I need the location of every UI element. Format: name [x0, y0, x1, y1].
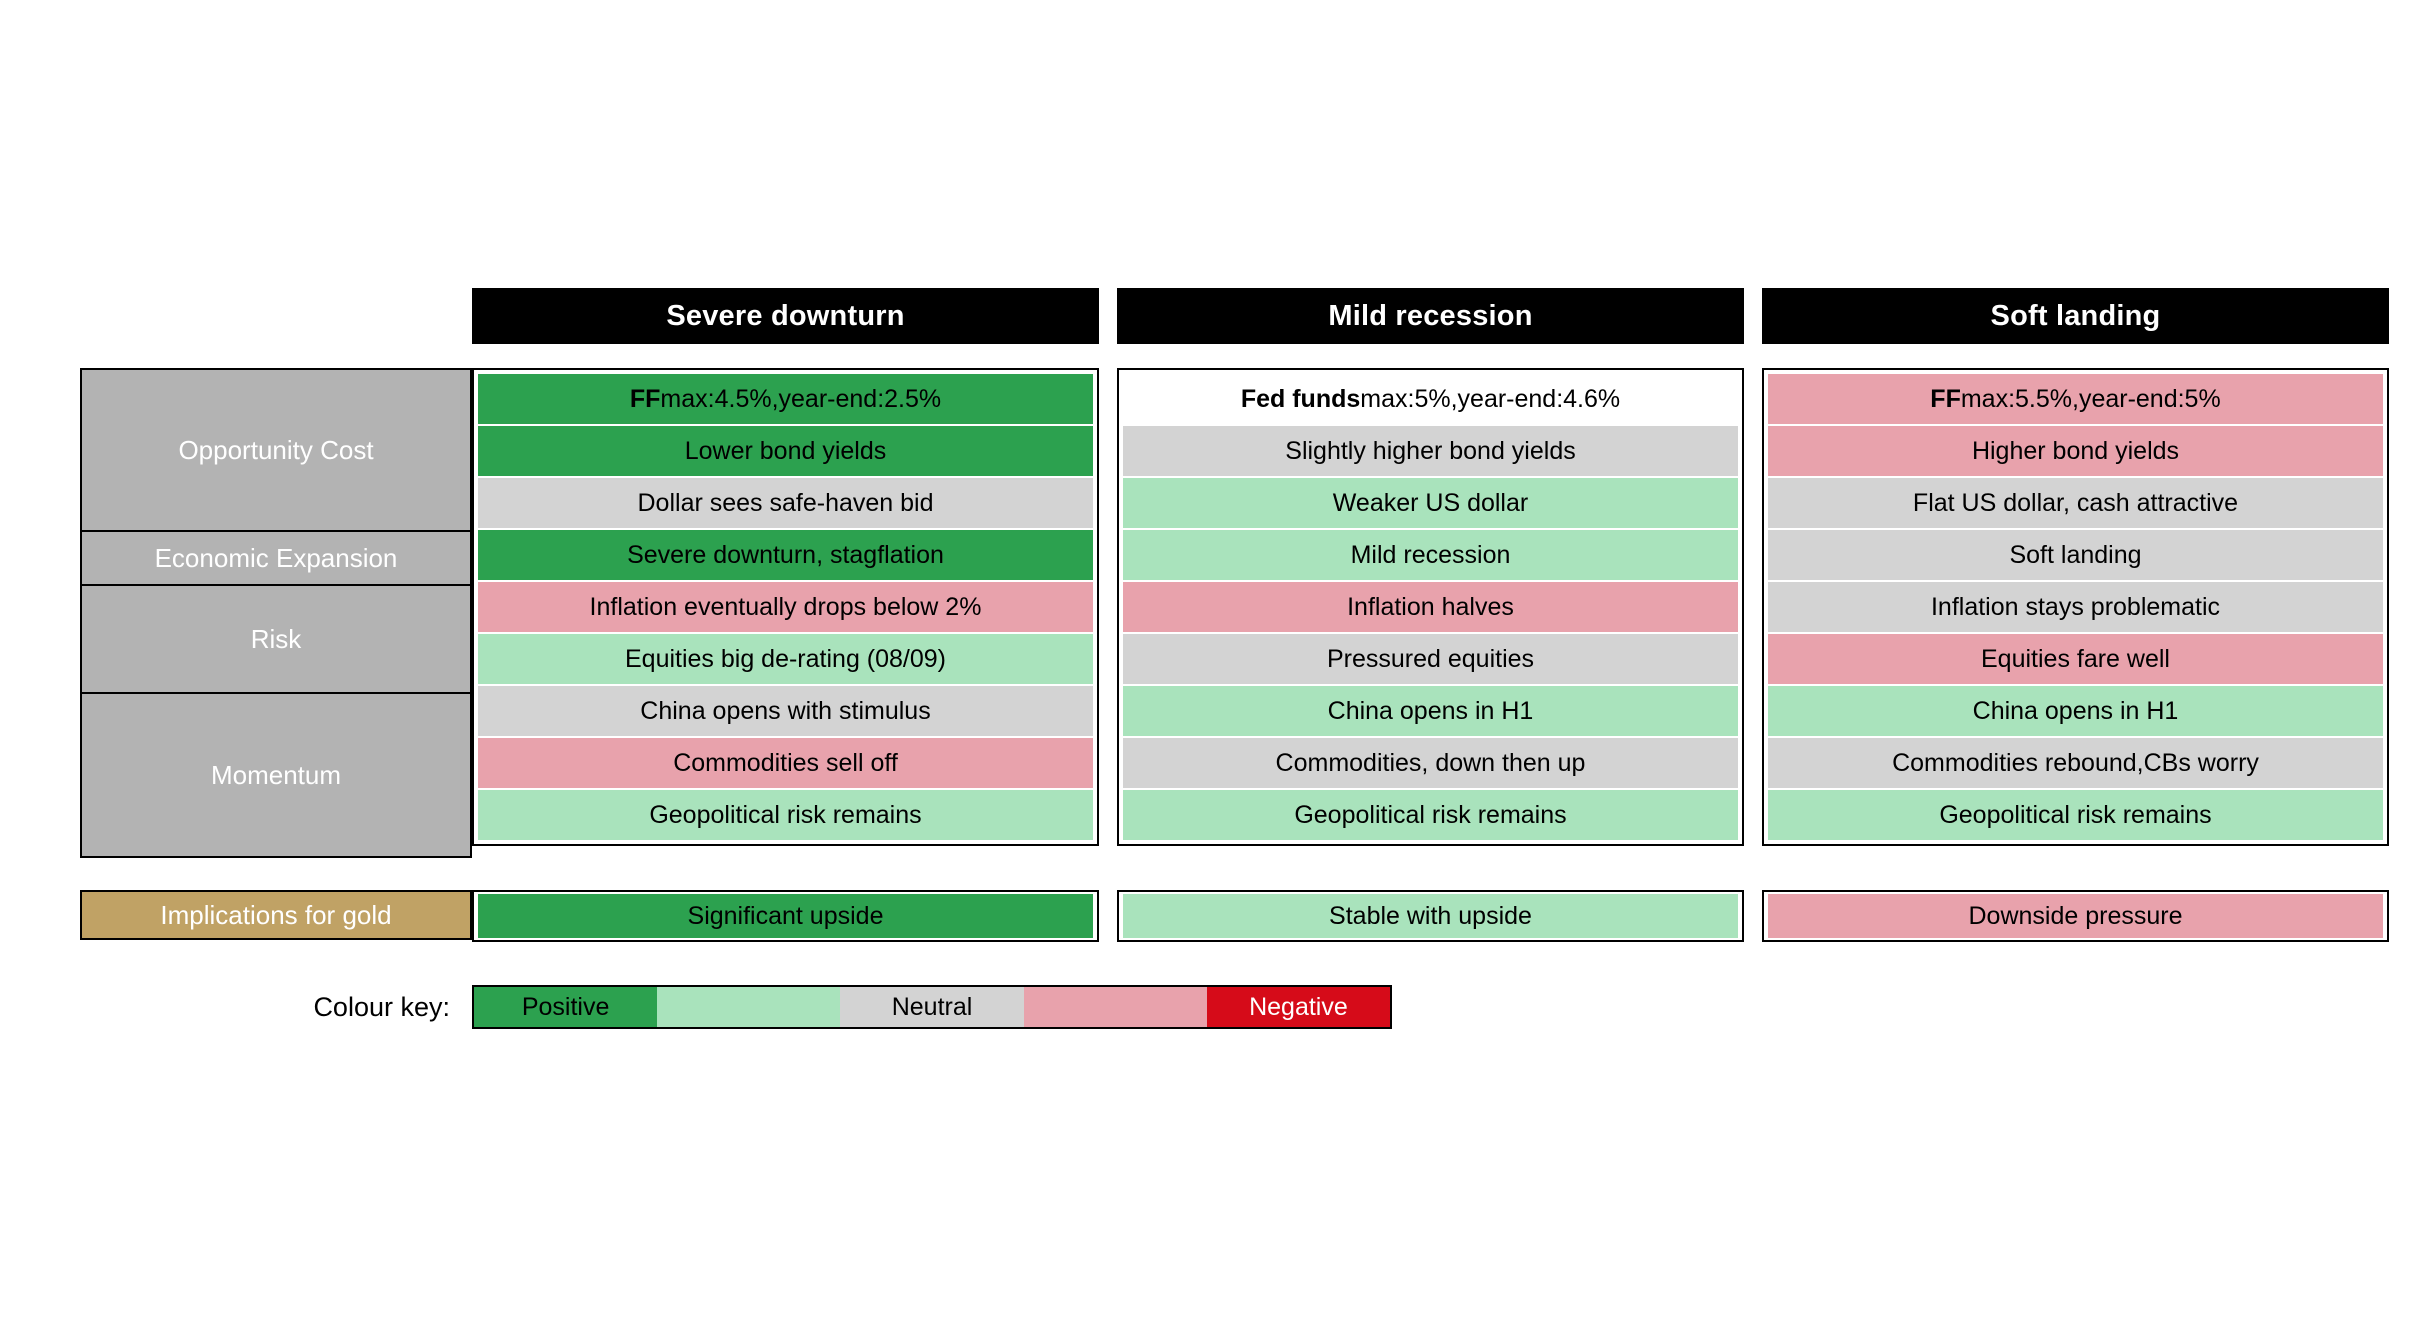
- cell-c2-r3: [1768, 530, 2383, 580]
- cell-text: max:5%,year-end:4.6%: [1360, 384, 1621, 413]
- cell-bold-prefix: Fed funds: [1240, 384, 1361, 413]
- header-gap-1: [1099, 288, 1117, 344]
- cell-text: Weaker US dollar: [1332, 488, 1529, 517]
- matrix-body: [80, 368, 2380, 858]
- cell-c0-r5: [478, 634, 1093, 684]
- row-label-momentum: Momentum: [82, 694, 470, 856]
- cell-text: Dollar sees safe-haven bid: [637, 488, 934, 517]
- colour-key-positive: Positive: [474, 987, 657, 1027]
- cell-c2-r5: [1768, 634, 2383, 684]
- scenario-column-soft-landing: [1762, 368, 2389, 846]
- cell-c2-r4: [1768, 582, 2383, 632]
- row-label-opportunity-cost: Opportunity Cost: [82, 370, 470, 532]
- cell-c1-r7: [1123, 738, 1738, 788]
- cell-c2-r0: [1768, 374, 2383, 424]
- row-label-economic-expansion: Economic Expansion: [82, 532, 470, 586]
- cell-text: max:5.5%,year-end:5%: [1960, 384, 2221, 413]
- implication-wrap-mild-recession: [1117, 890, 1744, 942]
- implication-severe-downturn: Significant upside: [478, 894, 1093, 938]
- header-gap-2: [1744, 288, 1762, 344]
- cell-text: Commodities sell off: [673, 748, 898, 777]
- cell-text: Inflation halves: [1347, 592, 1514, 621]
- cell-text: Geopolitical risk remains: [649, 800, 922, 829]
- colour-key-weak: [1024, 987, 1207, 1027]
- implication-soft-landing: Downside pressure: [1768, 894, 2383, 938]
- scenario-column-mild-recession: [1117, 368, 1744, 846]
- cell-text: Pressured equities: [1326, 644, 1535, 673]
- cell-c0-r4: [478, 582, 1093, 632]
- cell-c0-r6: [478, 686, 1093, 736]
- implication-mild-recession: Stable with upside: [1123, 894, 1738, 938]
- cell-text: Commodities rebound,CBs worry: [1892, 748, 2259, 777]
- cell-text: Equities fare well: [1981, 644, 2170, 673]
- colour-key-row: [80, 985, 2380, 1029]
- cell-c2-r8: [1768, 790, 2383, 840]
- colour-key-neutral: Neutral: [840, 987, 1023, 1027]
- cell-text: China opens with stimulus: [640, 696, 931, 725]
- cell-c0-r2: [478, 478, 1093, 528]
- implication-wrap-severe-downturn: [472, 890, 1099, 942]
- implication-wrap-soft-landing: [1762, 890, 2389, 942]
- cell-c0-r8: [478, 790, 1093, 840]
- cell-c2-r6: [1768, 686, 2383, 736]
- implications-row: [80, 890, 2380, 942]
- cell-text: Inflation eventually drops below 2%: [589, 592, 982, 621]
- cell-c1-r6: [1123, 686, 1738, 736]
- cell-bold-prefix: FF: [1930, 384, 1961, 413]
- cell-c1-r1: [1123, 426, 1738, 476]
- cell-text: Inflation stays problematic: [1930, 592, 2221, 621]
- cell-text: max:4.5%,year-end:2.5%: [660, 384, 942, 413]
- cell-text: Commodities, down then up: [1275, 748, 1586, 777]
- cell-text: China opens in H1: [1972, 696, 2179, 725]
- scenario-header-mild-recession: Mild recession: [1117, 288, 1744, 344]
- row-label-column: [80, 368, 472, 858]
- cell-c1-r4: [1123, 582, 1738, 632]
- cell-text: Geopolitical risk remains: [1294, 800, 1567, 829]
- cell-c2-r2: [1768, 478, 2383, 528]
- cell-c1-r0: [1123, 374, 1738, 424]
- header-spacer: [80, 288, 472, 344]
- cell-text: Higher bond yields: [1971, 436, 2180, 465]
- cell-text: Slightly higher bond yields: [1285, 436, 1576, 465]
- cell-bold-prefix: FF: [629, 384, 661, 413]
- cell-c2-r1: [1768, 426, 2383, 476]
- cell-c0-r3: [478, 530, 1093, 580]
- cell-c1-r3: [1123, 530, 1738, 580]
- cell-c0-r7: [478, 738, 1093, 788]
- scenario-column-severe-downturn: [472, 368, 1099, 846]
- colour-key-bar: [472, 985, 1392, 1029]
- scenario-header-soft-landing: Soft landing: [1762, 288, 2389, 344]
- cell-text: Soft landing: [2009, 540, 2142, 569]
- cell-c1-r8: [1123, 790, 1738, 840]
- row-label-risk: Risk: [82, 586, 470, 694]
- cell-c1-r5: [1123, 634, 1738, 684]
- cell-c0-r0: [478, 374, 1093, 424]
- colour-key-mild: [657, 987, 840, 1027]
- cell-c1-r2: [1123, 478, 1738, 528]
- cell-text: Mild recession: [1350, 540, 1511, 569]
- cell-text: Flat US dollar, cash attractive: [1912, 488, 2239, 517]
- cell-text: Severe downturn, stagflation: [627, 540, 944, 569]
- scenario-header-row: [80, 288, 2380, 344]
- scenario-header-severe-downturn: Severe downturn: [472, 288, 1099, 344]
- colour-key-negative: Negative: [1207, 987, 1390, 1027]
- cell-text: China opens in H1: [1327, 696, 1534, 725]
- cell-text: Geopolitical risk remains: [1939, 800, 2212, 829]
- implications-label: Implications for gold: [80, 890, 472, 940]
- colour-key-label: Colour key:: [313, 991, 450, 1022]
- cell-c2-r7: [1768, 738, 2383, 788]
- cell-c0-r1: [478, 426, 1093, 476]
- cell-text: Equities big de-rating (08/09): [624, 644, 947, 673]
- cell-text: Lower bond yields: [684, 436, 887, 465]
